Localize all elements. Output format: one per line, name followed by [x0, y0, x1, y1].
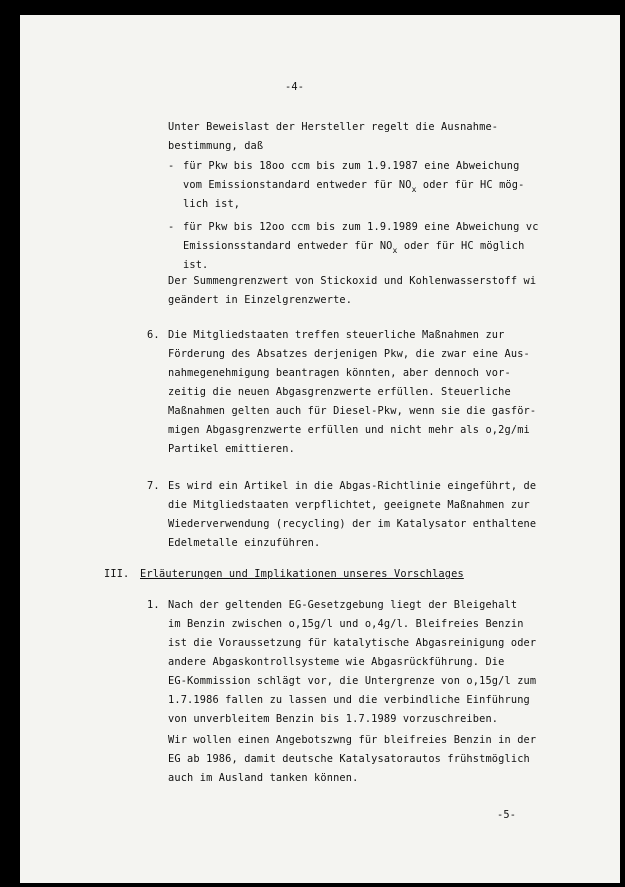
item-6-line-5: Maßnahmen gelten auch für Diesel-Pkw, wenn sie die gasför- [168, 405, 537, 417]
page-number-bottom: -5- [497, 809, 517, 821]
section-3-heading: Erläuterungen und Implikationen unseres Vorschlages [140, 568, 464, 580]
item-1-para2-line-3: auch im Ausland tanken können. [168, 772, 359, 784]
item-1-line-2: im Benzin zwischen o,15g/l und o,4g/l. Bleifreies Benzin [168, 618, 524, 630]
bullet-1-dash: - [168, 160, 175, 172]
item-6-line-1: Die Mitgliedstaaten treffen steuerliche Maßnahmen zur [168, 329, 505, 341]
item-7-number: 7. [147, 480, 160, 492]
item-7-line-3: Wiederverwendung (recycling) der im Katalysator enthaltene [168, 518, 537, 530]
item-1-line-7: von unverbleitem Benzin bis 1.7.1989 vorzuschreiben. [168, 713, 499, 725]
item-6-line-4: zeitig die neuen Abgasgrenzwerte erfüllen. Steuerliche [168, 386, 511, 398]
bullet-1-line-2: vom Emissionstandard entweder für $NO_x$ oder für HC mög- [183, 179, 525, 194]
item-7-line-2: die Mitgliedstaaten verpflichtet, geeignete Maßnahmen zur [168, 499, 530, 511]
item-6-line-2: Förderung des Absatzes derjenigen Pkw, die zwar eine Aus- [168, 348, 530, 360]
item-6-line-6: migen Abgasgrenzwerte erfüllen und nicht mehr als o,2g/mi [168, 424, 530, 436]
item-6-number: 6. [147, 329, 160, 341]
item-1-line-5: EG-Kommission schlägt vor, die Untergrenze von o,15g/l zum [168, 675, 537, 687]
summary-line-1: Der Summengrenzwert von Stickoxid und Kohlenwasserstoff wi [168, 275, 537, 287]
item-1-para2-line-1: Wir wollen einen Angebotszwng für bleifreies Benzin in der [168, 734, 537, 746]
item-6-line-7: Partikel emittieren. [168, 443, 295, 455]
bullet-2-dash: - [168, 221, 175, 233]
item-1-line-4: andere Abgaskontrollsysteme wie Abgasrückführung. Die [168, 656, 505, 668]
section-3-number: III. [104, 568, 130, 580]
subscript-x: x [411, 185, 417, 194]
document-page [20, 15, 620, 883]
summary-line-2: geändert in Einzelgrenzwerte. [168, 294, 353, 306]
item-1-line-6: 1.7.1986 fallen zu lassen und die verbindliche Einführung [168, 694, 530, 706]
item-1-number: 1. [147, 599, 160, 611]
item-7-line-4: Edelmetalle einzuführen. [168, 537, 321, 549]
item-1-para2-line-2: EG ab 1986, damit deutsche Katalysatorautos frühstmöglich [168, 753, 530, 765]
subscript-x: x [392, 246, 398, 255]
item-1-line-1: Nach der geltenden EG-Gesetzgebung liegt der Bleigehalt [168, 599, 518, 611]
bullet-1-line-1: für Pkw bis 18oo ccm bis zum 1.9.1987 eine Abweichung [183, 160, 520, 172]
intro-line-2: bestimmung, daß [168, 140, 264, 152]
bullet-1-line-3: lich ist, [183, 198, 241, 210]
bullet-2-line-3: ist. [183, 259, 209, 271]
page-number-top: -4- [285, 81, 305, 93]
item-7-line-1: Es wird ein Artikel in die Abgas-Richtlinie eingeführt, de [168, 480, 537, 492]
bullet-2-line-1: für Pkw bis 12oo ccm bis zum 1.9.1989 eine Abweichung vc [183, 221, 539, 233]
item-1-line-3: ist die Voraussetzung für katalytische Abgasreinigung oder [168, 637, 537, 649]
intro-line-1: Unter Beweislast der Hersteller regelt die Ausnahme- [168, 121, 499, 133]
item-6-line-3: nahmegenehmigung beantragen könnten, aber dennoch vor- [168, 367, 511, 379]
bullet-2-line-2: Emissionsstandard entweder für $NO_x$ oder für HC möglich [183, 240, 525, 255]
